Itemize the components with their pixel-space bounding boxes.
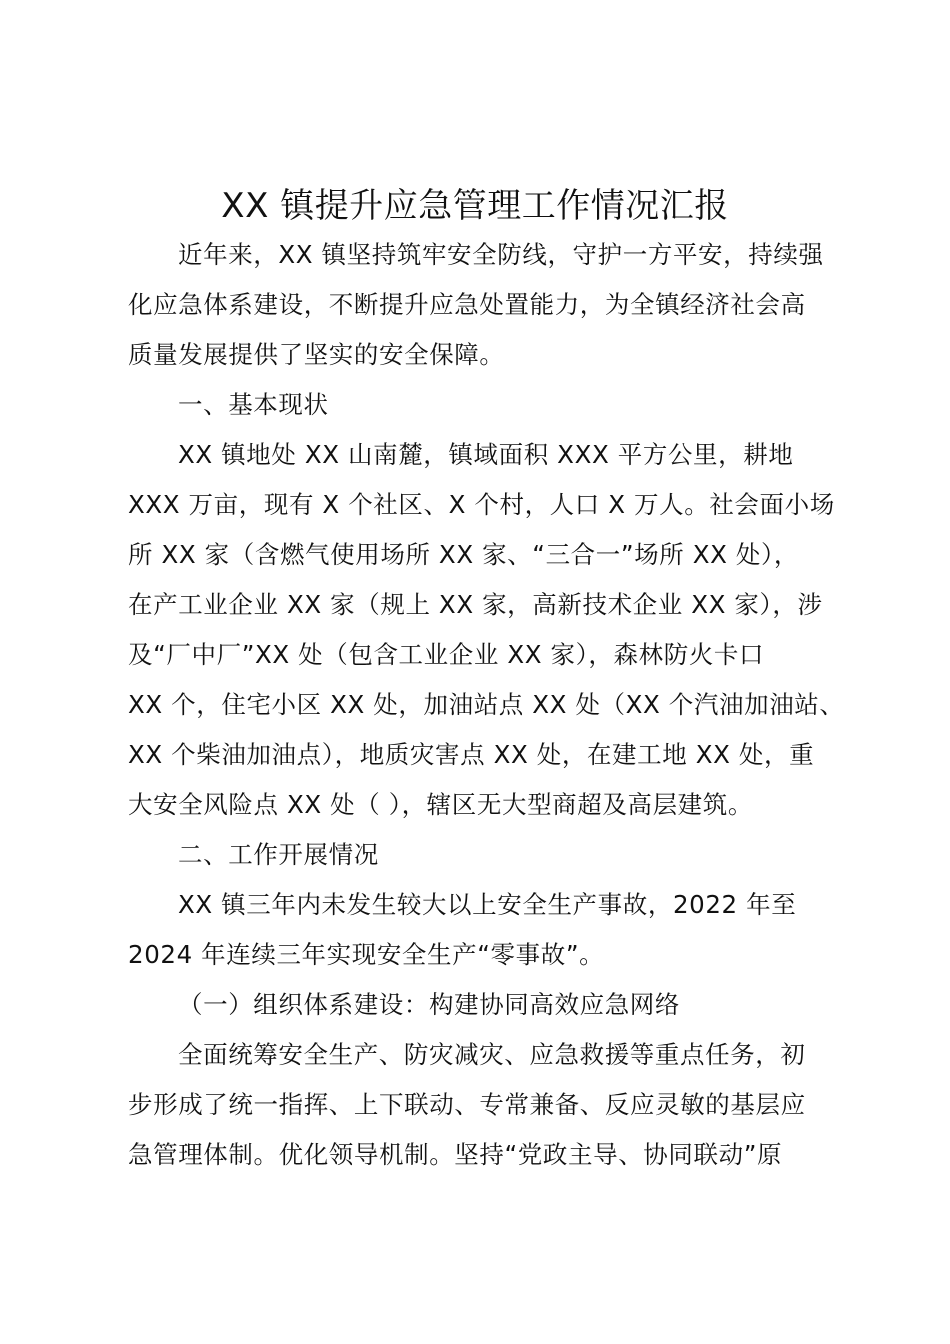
status-line-7: XX 个柴油加油点），地质灾害点 XX 处，在建工地 XX 处，重 [128, 740, 815, 769]
status-line-6: XX 个，住宅小区 XX 处，加油站点 XX 处（XX 个汽油加油站、 [128, 690, 845, 719]
status-line-8: 大安全风险点 XX 处（ ），辖区无大型商超及高层建筑。 [128, 790, 753, 819]
org-line-1: 全面统筹安全生产、防灾减灾、应急救援等重点任务，初 [178, 1040, 806, 1069]
section-heading-1: 一、基本现状 [178, 390, 329, 419]
document-title: XX 镇提升应急管理工作情况汇报 [221, 186, 729, 226]
status-line-3: 所 XX 家（含燃气使用场所 XX 家、“三合一”场所 XX 处）， [128, 540, 799, 569]
org-line-2: 步形成了统一指挥、上下联动、专常兼备、反应灵敏的基层应 [128, 1090, 806, 1119]
intro-line-1: 近年来，XX 镇坚持筑牢安全防线，守护一方平安，持续强 [178, 240, 824, 269]
subsection-heading-1: （一）组织体系建设：构建协同高效应急网络 [178, 990, 680, 1019]
work-line-1: XX 镇三年内未发生较大以上安全生产事故，2022 年至 [178, 890, 797, 919]
status-line-4: 在产工业企业 XX 家（规上 XX 家，高新技术企业 XX 家），涉 [128, 590, 823, 619]
intro-line-3: 质量发展提供了坚实的安全保障。 [128, 340, 505, 369]
status-line-5: 及“厂中厂”XX 处（包含工业企业 XX 家），森林防火卡口 [128, 640, 765, 669]
org-line-3: 急管理体制。优化领导机制。坚持“党政主导、协同联动”原 [128, 1140, 783, 1169]
document-body [128, 230, 848, 1180]
status-line-1: XX 镇地处 XX 山南麓，镇域面积 XXX 平方公里，耕地 [178, 440, 794, 469]
intro-line-2: 化应急体系建设，不断提升应急处置能力，为全镇经济社会高 [128, 290, 806, 319]
section-heading-2: 二、工作开展情况 [178, 840, 379, 869]
status-line-2: XXX 万亩，现有 X 个社区、X 个村，人口 X 万人。社会面小场 [128, 490, 835, 519]
work-line-2: 2024 年连续三年实现安全生产“零事故”。 [128, 940, 605, 969]
